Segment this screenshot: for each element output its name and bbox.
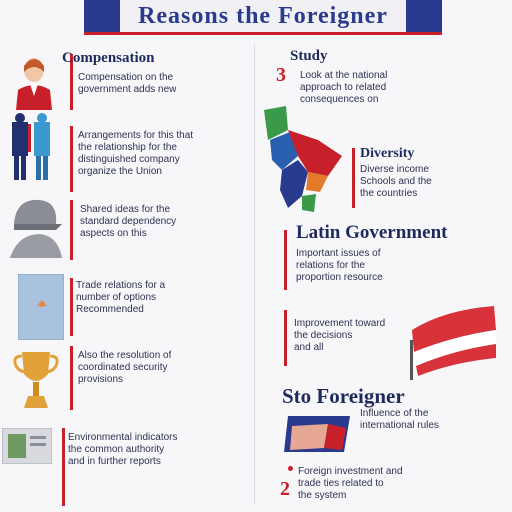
text-line: standard dependency (80, 216, 177, 227)
section-bar (70, 278, 73, 336)
text-line: distinguished company (78, 154, 180, 165)
text-line: international rules (360, 420, 439, 431)
text-line: Improvement toward (294, 318, 386, 329)
text-line: consequences on (300, 94, 379, 105)
section-heading: Compensation (62, 50, 155, 66)
section-bar (70, 346, 73, 410)
text-line: and all (294, 342, 324, 353)
text-line: proportion resource (296, 272, 383, 283)
section-heading: Diversity (360, 146, 415, 161)
section-bar (70, 200, 73, 260)
text-line: Look at the national (300, 70, 388, 81)
section-bar (70, 126, 73, 192)
device-icon (2, 428, 52, 464)
section-bar (284, 310, 287, 366)
text-line: the system (298, 490, 347, 501)
text-line: government adds new (78, 84, 177, 95)
document-icon (18, 274, 64, 340)
page-title: Reasons the Foreigner (120, 0, 406, 32)
text-line: coordinated security (78, 362, 168, 373)
text-line: approach to related (300, 82, 387, 93)
text-line: provisions (78, 374, 124, 385)
text-line: Important issues of (296, 248, 381, 259)
map-icon (258, 100, 348, 220)
trophy-icon (12, 348, 60, 410)
text-line: the relationship for the (78, 142, 177, 153)
text-line: relations for the (296, 260, 365, 271)
text-line: aspects on this (80, 228, 147, 239)
text-line: Recommended (76, 304, 144, 315)
text-line: the countries (360, 188, 418, 199)
person-icon (14, 56, 54, 110)
section-bar (352, 148, 355, 208)
text-line: Also the resolution of (78, 350, 172, 361)
section-bar (62, 428, 65, 506)
text-line: Environmental indicators (68, 432, 178, 443)
text-line: the common authority (68, 444, 165, 455)
text-line: Arrangements for this that (78, 130, 194, 141)
text-line: Schools and the (360, 176, 432, 187)
section-heading: Study (290, 48, 328, 64)
section-heading: Latin Government (296, 222, 448, 243)
column-divider (254, 44, 255, 504)
flag-icon (404, 300, 500, 380)
text-line: Diverse income (360, 164, 429, 175)
cap-icon (6, 194, 66, 264)
section-bar (284, 230, 287, 290)
text-line: Influence of the (360, 408, 429, 419)
document-icon (284, 412, 354, 456)
people-icon (8, 112, 58, 182)
section-heading: Sto Foreigner (282, 384, 405, 408)
text-line: Trade relations for a (76, 280, 166, 291)
text-line: Foreign investment and (298, 466, 403, 477)
text-line: number of options (76, 292, 157, 303)
step-number: 3 (276, 64, 286, 86)
step-number: 2 (280, 478, 290, 500)
text-line: Compensation on the (78, 72, 174, 83)
text-line: trade ties related to (298, 478, 384, 489)
bullet-icon (288, 466, 293, 471)
header-banner (84, 0, 442, 35)
text-line: the decisions (294, 330, 353, 341)
text-line: Shared ideas for the (80, 204, 171, 215)
text-line: organize the Union (78, 166, 162, 177)
text-line: and in further reports (68, 456, 161, 467)
